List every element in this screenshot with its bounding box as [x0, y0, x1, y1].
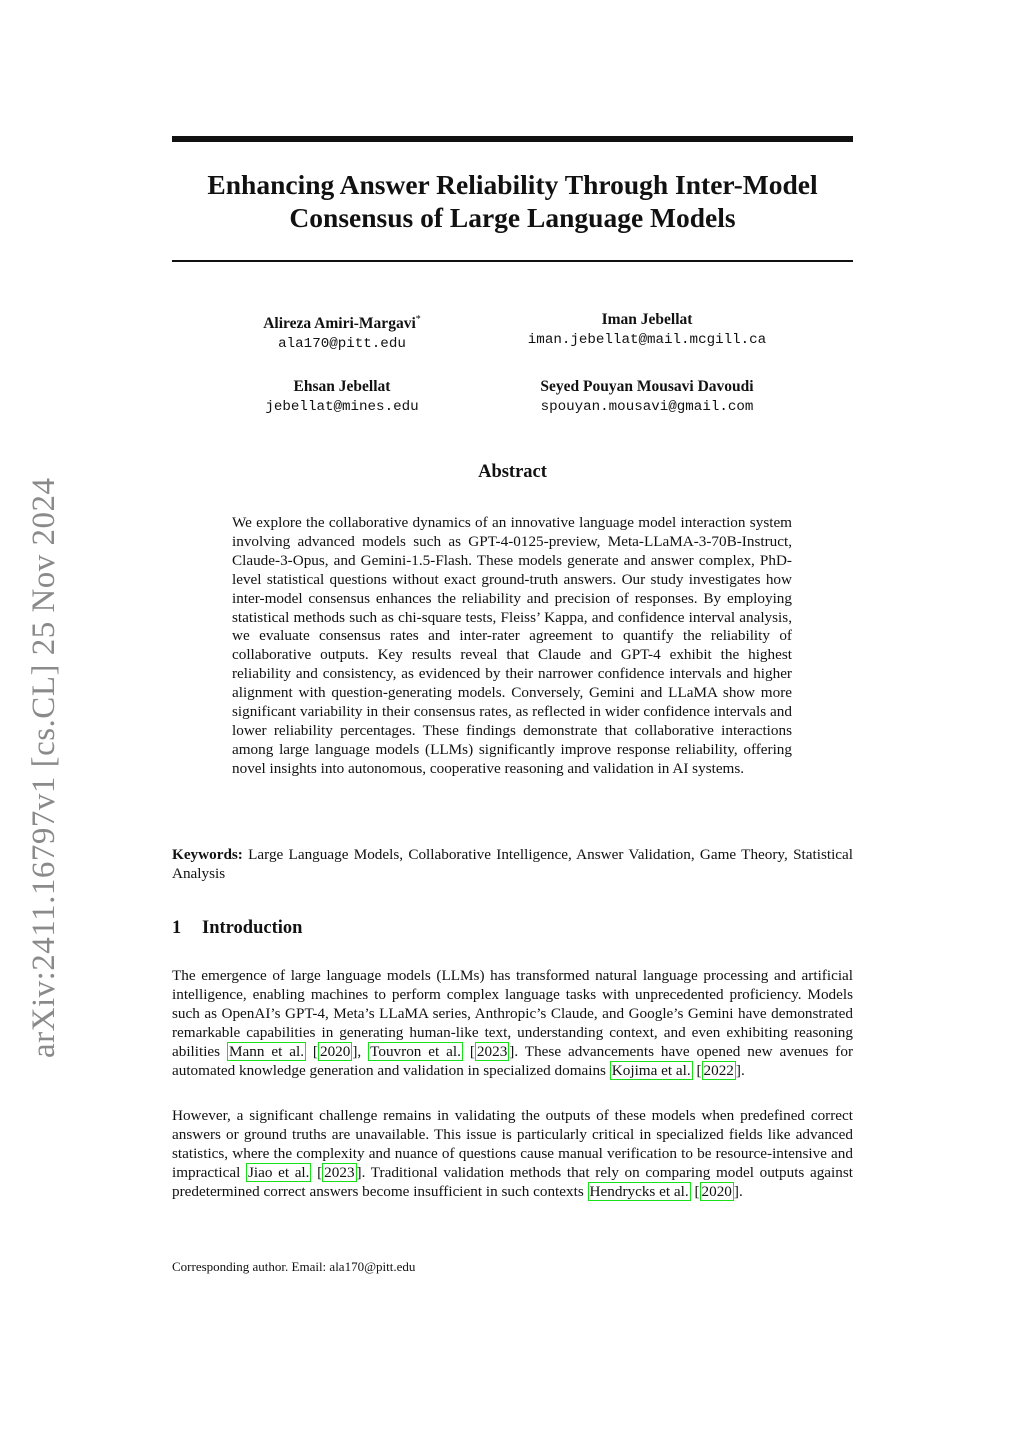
- author-name: Seyed Pouyan Mousavi Davoudi: [540, 378, 754, 395]
- citation-link[interactable]: Jiao et al.: [247, 1163, 310, 1181]
- citation-link[interactable]: Mann et al.: [229, 1042, 304, 1060]
- abstract-text: We explore the collaborative dynamics of an innovative language model interaction system involving advanced models such as GPT-4-0125-preview, Meta-LLaMA-3-70B-Instruct, Claude-3-Opus, and Gemini-1.5-Flash. These models generate and answer complex, PhD-level statistical questions without exact ground-truth answers. Our study investigates how inter-model consensus enhances the reliability and precision of responses. By employing statistical methods such as chi-square tests, Fleiss’ Kappa, and confidence interval analysis, we evaluate consensus rates and inter-rater agreement to quantify the reliability of collaborative outputs. Key results reveal that Claude and GPT-4 exhibit the highest reliability and consistency, as evidenced by their narrower confidence intervals and higher alignment with question-generating models. Conversely, Gemini and LLaMA show more significant variability in their consensus rates, as reflected in wider confidence intervals and lower reliability percentages. These findings demonstrate that collaborative interactions among large language models (LLMs) significantly improve response reliability, offering novel insights into autonomous, cooperative reasoning and validation in AI systems.: [232, 514, 792, 777]
- keywords-label: Keywords:: [172, 846, 243, 863]
- author-block-1: [172, 310, 512, 354]
- corresponding-author-footnote: Corresponding author. Email: ala170@pitt.edu: [172, 1259, 416, 1274]
- citation-year-link[interactable]: 2020: [319, 1042, 351, 1060]
- citation-link[interactable]: Touvron et al.: [370, 1042, 461, 1060]
- paper-title-line-1: Enhancing Answer Reliability Through Inter-Model: [207, 169, 818, 200]
- keywords: [172, 846, 853, 884]
- citation-year-link[interactable]: 2022: [703, 1061, 734, 1079]
- arxiv-sidebar-id: arXiv:2411.16797v1 [cs.CL] 25 Nov 2024: [26, 477, 62, 1058]
- section-heading-introduction: [172, 918, 302, 939]
- citation-year-link[interactable]: 2023: [324, 1163, 355, 1181]
- author-name: Ehsan Jebellat: [293, 378, 391, 395]
- citation-year-link[interactable]: 2023: [476, 1042, 508, 1060]
- author-name: Iman Jebellat: [601, 311, 693, 328]
- section-number: 1: [172, 918, 182, 938]
- keywords-text: Large Language Models, Collaborative Intelligence, Answer Validation, Game Theory, Statistical Analysis: [172, 846, 853, 882]
- author-email: spouyan.mousavi@gmail.com: [540, 399, 754, 415]
- paper-title: [172, 168, 853, 234]
- citation-link[interactable]: Kojima et al.: [611, 1061, 691, 1079]
- section-title: Introduction: [202, 918, 303, 938]
- author-block-3: [172, 377, 512, 417]
- abstract-heading: Abstract: [478, 462, 547, 482]
- paper-title-line-2: Consensus of Large Language Models: [289, 202, 736, 233]
- title-bottom-rule: [172, 260, 853, 262]
- citation-link[interactable]: Hendrycks et al.: [589, 1182, 689, 1200]
- citation-year-link[interactable]: 2020: [701, 1182, 732, 1200]
- corresponding-author-mark: *: [415, 314, 421, 325]
- intro-paragraph-1: The emergence of large language models (LLMs) has transformed natural language processing and artificial intelligence, enabling machines to perform complex language tasks with unprecedented proficiency. Models such as OpenAI’s GPT-4, Meta’s LLaMA series, Anthropic’s Claude, and Google’s Gemini have demonstrated remarkable capabilities in generating human-like text, understanding context, and even exhibiting reasoning abilities Mann et al. [ 2020 ], Touvron et al. [ 2023 ]. These advancements have opened new avenues for automated knowledge generation and validation in specialized domains Kojima et al. [ 2022 ].: [172, 967, 854, 1079]
- title-top-rule: [172, 136, 853, 142]
- author-name: Alireza Amiri-Margavi*: [263, 314, 421, 333]
- author-block-2: [477, 310, 817, 350]
- intro-paragraph-2: However, a significant challenge remains in validating the outputs of these models when predefined correct answers or ground truths are unavailable. This issue is particularly critical in specialized fields like advanced statistics, where the complexity and nuance of questions cause manual verification to be resource-intensive and impractical Jiao et al. [ 2023 ]. Traditional validation methods that rely on comparing model outputs against predetermined correct answers become insufficient in such contexts Hendrycks et al. [ 2020 ].: [172, 1107, 853, 1200]
- author-email: iman.jebellat@mail.mcgill.ca: [527, 332, 767, 348]
- author-email: ala170@pitt.edu: [278, 336, 406, 353]
- author-email: jebellat@mines.edu: [265, 399, 419, 415]
- author-block-4: [477, 377, 817, 417]
